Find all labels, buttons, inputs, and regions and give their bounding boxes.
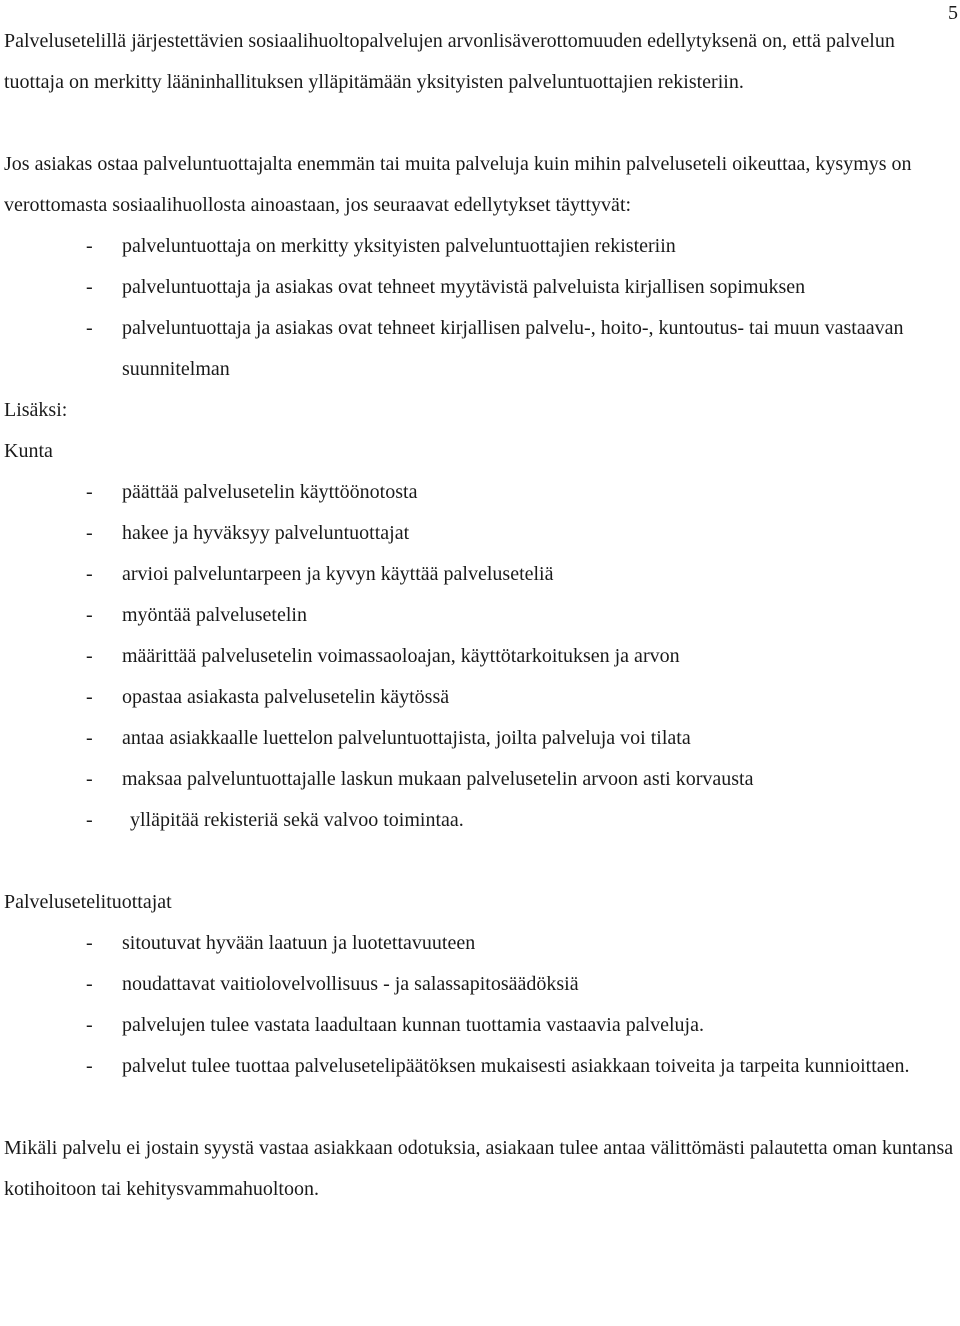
list-dash: - — [86, 1014, 93, 1036]
list-item — [4, 1046, 954, 1087]
list-item — [4, 595, 954, 636]
list-dash: - — [86, 768, 93, 790]
paragraph-palaute: Mikäli palvelu ei jostain syystä vastaa asiakkaan odotuksia, asiakaan tulee antaa välittömästi palautetta oman kuntansa kotihoitoon tai kehitysvammahuoltoon. — [4, 1137, 954, 1200]
spacer — [4, 841, 954, 882]
list-item — [4, 964, 954, 1005]
list-dash: - — [86, 235, 93, 257]
conditions-list — [4, 226, 954, 390]
tuottajat-heading: Palvelusetelituottajat — [4, 891, 172, 913]
spacer — [4, 103, 954, 144]
list-item-text: myöntää palvelusetelin — [122, 604, 307, 626]
list-item — [4, 718, 954, 759]
paragraph-edellytykset: Jos asiakas ostaa palveluntuottajalta enemmän tai muita palveluja kuin mihin palveluseteli oikeuttaa, kysymys on verottomasta sosiaalihuollosta ainoastaan, jos seuraavat edellytykset täyttyvät: — [4, 153, 912, 216]
list-item-text: ylläpitää rekisteriä sekä valvoo toimintaa. — [130, 809, 464, 831]
list-item-text: palveluntuottaja on merkitty yksityisten palveluntuottajien rekisteriin — [122, 235, 676, 257]
list-item-text: antaa asiakkaalle luettelon palveluntuottajista, joilta palveluja voi tilata — [122, 727, 691, 749]
list-dash: - — [86, 317, 93, 339]
list-dash: - — [86, 645, 93, 667]
list-item — [4, 554, 954, 595]
list-item-text: päättää palvelusetelin käyttöönotosta — [122, 481, 418, 503]
list-dash: - — [86, 932, 93, 954]
list-dash: - — [86, 727, 93, 749]
list-dash: - — [86, 563, 93, 585]
list-item-text: hakee ja hyväksyy palveluntuottajat — [122, 522, 410, 544]
list-item — [4, 923, 954, 964]
list-item-text: määrittää palvelusetelin voimassaoloajan, käyttötarkoituksen ja arvon — [122, 645, 680, 667]
list-dash: - — [86, 604, 93, 626]
lisaksi-heading: Lisäksi: — [4, 399, 68, 421]
list-item-text: noudattavat vaitiolovelvollisuus - ja salassapitosäädöksiä — [122, 973, 579, 995]
list-item — [4, 636, 954, 677]
list-item — [4, 1005, 954, 1046]
list-dash: - — [86, 522, 93, 544]
list-item-text: opastaa asiakasta palvelusetelin käytössä — [122, 686, 450, 708]
list-item-text: palvelut tulee tuottaa palvelusetelipäätöksen mukaisesti asiakkaan toiveita ja tarpeita kunnioittaen. — [122, 1055, 910, 1077]
list-item — [4, 677, 954, 718]
kunta-list — [4, 472, 954, 841]
spacer — [4, 1087, 954, 1128]
list-item-text: sitoutuvat hyvään laatuun ja luotettavuuteen — [122, 932, 476, 954]
list-item — [4, 800, 954, 841]
tuottajat-list — [4, 923, 954, 1087]
list-item — [4, 226, 954, 267]
list-item — [4, 759, 954, 800]
list-dash: - — [86, 809, 93, 831]
list-item — [4, 472, 954, 513]
list-item-text: maksaa palveluntuottajalle laskun mukaan palvelusetelin arvoon asti korvausta — [122, 768, 754, 790]
paragraph-arvonlisavero: Palvelusetelillä järjestettävien sosiaalihuoltopalvelujen arvonlisäverottomuuden edellytyksenä on, että palvelun tuottaja on merkitty lääninhallituksen ylläpitämään yksityisten palveluntuottajien rekisteriin. — [4, 30, 895, 93]
list-dash: - — [86, 1055, 93, 1077]
list-dash: - — [86, 276, 93, 298]
list-item-text: palveluntuottaja ja asiakas ovat tehneet myytävistä palveluista kirjallisen sopimuksen — [122, 276, 806, 298]
list-dash: - — [86, 973, 93, 995]
list-item — [4, 308, 954, 390]
list-dash: - — [86, 481, 93, 503]
list-item-text: arvioi palveluntarpeen ja kyvyn käyttää palveluseteliä — [122, 563, 554, 585]
list-item — [4, 513, 954, 554]
kunta-heading: Kunta — [4, 440, 53, 462]
list-item-text: palvelujen tulee vastata laadultaan kunnan tuottamia vastaavia palveluja. — [122, 1014, 704, 1036]
list-item — [4, 267, 954, 308]
document-body — [4, 21, 954, 1210]
page-number: 5 — [948, 2, 958, 24]
list-item-text: palveluntuottaja ja asiakas ovat tehneet kirjallisen palvelu-, hoito-, kuntoutus- tai muun vastaavan suunnitelman — [122, 317, 904, 380]
list-dash: - — [86, 686, 93, 708]
